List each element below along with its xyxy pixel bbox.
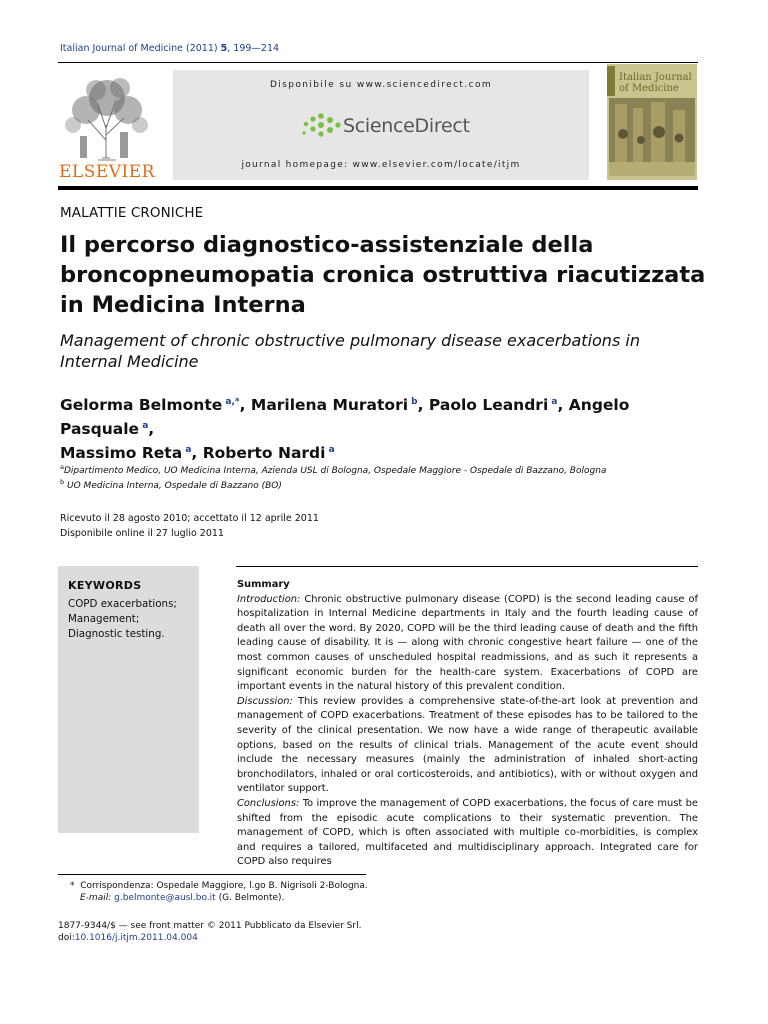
author-name[interactable]: Roberto Nardi (202, 444, 326, 463)
email-link[interactable]: g.belmonte@ausl.bo.it (114, 893, 216, 903)
author-affiliation-mark[interactable]: a,* (225, 397, 240, 407)
conclusions-label: Conclusions: (237, 797, 300, 809)
author-affiliation-mark[interactable]: a (551, 397, 558, 407)
author-name[interactable]: Gelorma Belmonte (60, 396, 223, 415)
summary-conclusions (237, 797, 698, 870)
author-name[interactable]: Massimo Reta (60, 444, 183, 463)
summary-rule (236, 566, 698, 567)
section-label: MALATTIE CRONICHE (60, 205, 204, 221)
author-affiliation-mark[interactable]: b (411, 397, 418, 407)
summary-section (237, 578, 698, 870)
email-label: E-mail: (80, 893, 112, 903)
issn-line: 1877-9344/$ — see front matter © 2011 Pubblicato da Elsevier Srl. (58, 921, 362, 931)
keyword-item: Management; (68, 613, 140, 625)
affiliation-a (60, 463, 606, 476)
author-name[interactable]: Paolo Leandri (428, 396, 549, 415)
discussion-label: Discussion: (237, 695, 293, 707)
keyword-item: COPD exacerbations; (68, 598, 177, 610)
doi-link[interactable]: 10.1016/j.itjm.2011.04.004 (74, 933, 198, 943)
keywords-title: KEYWORDS (68, 579, 142, 592)
journal-reference[interactable] (60, 43, 279, 54)
affiliation-b (60, 478, 282, 491)
author-list: Gelorma Belmonte $^{a,*}$, Marilena Muratori $^b$, Paolo Leandri $^a$, Angelo Pasquale $^a$, Massimo Reta $^a$, Roberto Nardi $^a$ (60, 396, 630, 463)
summary-heading: Summary (237, 579, 290, 590)
affiliation-mark: b (60, 478, 65, 486)
available-at-text[interactable]: Disponibile su www.sciencedirect.com (269, 80, 493, 90)
summary-introduction (237, 593, 698, 695)
cover-title: Italian Journal of Medicine (619, 72, 692, 94)
author-name[interactable]: Angelo Pasquale (60, 396, 630, 439)
elsevier-wordmark: ELSEVIER (59, 162, 155, 182)
doi-label: doi: (58, 933, 75, 943)
journal-homepage-text[interactable]: journal homepage: www.elsevier.com/locate/itjm (241, 160, 521, 170)
journal-ref-pages: , 199—214 (227, 43, 280, 54)
article-title: Il percorso diagnostico-assistenziale della broncopneumopatia cronica ostruttiva riacutizzata in Medicina Interna (60, 232, 706, 318)
author-affiliation-mark[interactable]: a (328, 445, 335, 456)
sciencedirect-logo-text[interactable]: ScienceDirect (343, 115, 470, 137)
correspondence-footnote (70, 881, 368, 891)
discussion-text: This review provides a comprehensive state-of-the-art look at prevention and management of COPD exacerbations. Treatment of these episodes has to be tailored to the severity of the clinical presentation. We now have a wide range of therapeutic available options, based on the results of clinical trials. Management of the acute event should include the necessary measures (mainly the administration of inhaled short-acting bronchodilators, inhaled or oral corticosteroids, and antibiotics), with or without oxygen and ventilator support. (237, 695, 698, 795)
doi-line (58, 933, 198, 943)
conclusions-text: To improve the management of COPD exacerbations, the focus of care must be shifted from the episodic acute complications to their systematic prevention. The management of COPD, which is often associated with multiple co-morbidities, is complex and requires a tailored, multifaceted and multidisciplinary approach. Integrated care for COPD also requires (237, 797, 698, 868)
received-dates: Ricevuto il 28 agosto 2010; accettato il 12 aprile 2011 (60, 513, 319, 524)
keyword-item: Diagnostic testing. (68, 628, 165, 640)
introduction-label: Introduction: (237, 593, 301, 605)
top-rule (58, 62, 698, 63)
journal-cover-image[interactable] (607, 64, 697, 180)
author-name[interactable]: Marilena Muratori (250, 396, 409, 415)
email-suffix: (G. Belmonte). (215, 893, 285, 903)
author-affiliation-mark[interactable]: a (185, 445, 192, 456)
article-subtitle: Management of chronic obstructive pulmonary disease exacerbations in Internal Medicine (60, 331, 640, 371)
author-affiliation-mark[interactable]: a (142, 421, 149, 432)
affiliation-text: UO Medicina Interna, Ospedale di Bazzano (BO) (67, 481, 282, 491)
correspondence-text: Corrispondenza: Ospedale Maggiore, l.go B. Nigrisoli 2-Bologna. (80, 881, 368, 891)
email-footnote (80, 893, 284, 903)
affiliation-mark: a (60, 463, 64, 471)
footnote-rule (58, 874, 366, 875)
available-online-date: Disponibile online il 27 luglio 2011 (60, 528, 224, 539)
footnote-mark: * (70, 881, 75, 891)
summary-discussion (237, 695, 698, 797)
journal-ref-volume: 5 (220, 43, 228, 54)
journal-ref-prefix: Italian Journal of Medicine (2011) (60, 43, 218, 54)
affiliation-text: Dipartimento Medico, UO Medicina Interna, Azienda USL di Bologna, Ospedale Maggiore - Ospedale di Bazzano, Bologna (63, 466, 607, 476)
keywords-list (68, 597, 177, 642)
header-rule (58, 186, 698, 190)
introduction-text: Chronic obstructive pulmonary disease (COPD) is the second leading cause of hospitalization in Internal Medicine departments in Italy and the fourth leading cause of death all over the word. By 2020, COPD will be the third leading cause of death and the fifth leading cause of disability. It is — along with chronic congestive heart failure — one of the most common causes of unscheduled hospital readmissions, and as such it represents a significant economic burden for the health-care system. Exacerbations of COPD are important events in the natural history of this prevalent condition. (237, 593, 698, 693)
